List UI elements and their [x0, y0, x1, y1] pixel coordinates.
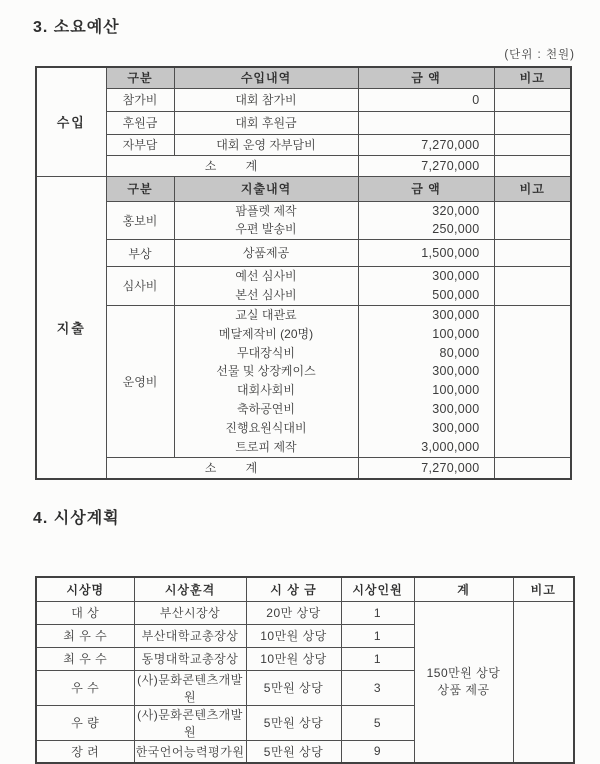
income-header-category: 구분 [106, 67, 174, 88]
detail-line: 진행요원식대비 [225, 420, 307, 435]
amount-line: 80,000 [439, 345, 480, 360]
award-count-cell: 3 [341, 670, 414, 705]
note-cell [494, 111, 571, 134]
award-prize-cell: 5만원 상당 [246, 705, 341, 740]
table-row [36, 111, 571, 134]
awards-header-count: 시상인원 [341, 577, 414, 601]
amount-line: 100,000 [432, 383, 480, 398]
note-cell [494, 457, 571, 479]
category-cell: 심사비 [106, 267, 174, 306]
awards-header-prize: 시 상 금 [246, 577, 341, 601]
expense-header-detail: 지출내역 [174, 176, 358, 201]
detail-cell: 대회 운영 자부담비 [174, 134, 358, 155]
category-cell: 자부담 [106, 134, 174, 155]
amount-line: 300,000 [432, 269, 480, 284]
expense-header-row [36, 176, 571, 201]
award-name-cell: 우 량 [36, 705, 134, 740]
amount-cell [358, 201, 494, 240]
detail-cell: 대회 참가비 [174, 88, 358, 111]
note-cell [494, 134, 571, 155]
detail-line: 선물 및 상장케이스 [216, 364, 316, 379]
expense-header-note: 비고 [494, 176, 571, 201]
award-prize-cell: 20만 상당 [246, 601, 341, 624]
amount-cell [358, 111, 494, 134]
category-cell: 후원금 [106, 111, 174, 134]
section-title-awards: 4. 시상계획 [33, 510, 120, 527]
budget-table [35, 66, 572, 480]
subtotal-label: 소 계 [106, 457, 358, 479]
amount-line: 320,000 [432, 203, 480, 218]
amount-cell: 7,270,000 [358, 134, 494, 155]
awards-header-grade: 시상훈격 [134, 577, 246, 601]
detail-line: 축하공연비 [237, 401, 295, 416]
awards-header-name: 시상명 [36, 577, 134, 601]
expense-header-amount: 금 액 [358, 176, 494, 201]
note-cell [494, 240, 571, 267]
expense-group-row [36, 267, 571, 306]
note-cell [494, 155, 571, 176]
detail-line: 교실 대관료 [235, 308, 297, 322]
expense-header-category: 구분 [106, 176, 174, 201]
detail-cell [174, 267, 358, 306]
amount-line: 300,000 [432, 308, 480, 322]
category-cell: 참가비 [106, 88, 174, 111]
award-name-cell: 최 우 수 [36, 624, 134, 647]
amount-line: 100,000 [432, 326, 480, 341]
awards-header-note: 비고 [513, 577, 574, 601]
award-count-cell: 1 [341, 601, 414, 624]
award-grade-cell: (사)문화콘텐츠개발원 [134, 705, 246, 740]
awards-total-line2: 상품 제공 [437, 682, 490, 697]
detail-cell [174, 305, 358, 457]
expense-group-row [36, 201, 571, 240]
award-count-cell: 9 [341, 740, 414, 763]
income-section-label: 수입 [36, 67, 106, 176]
category-cell: 운영비 [106, 305, 174, 457]
award-prize-cell: 5만원 상당 [246, 670, 341, 705]
expense-group-row [36, 240, 571, 267]
section-title-budget: 3. 소요예산 [33, 19, 120, 36]
award-name-cell: 장 려 [36, 740, 134, 763]
detail-line: 우편 발송비 [235, 222, 297, 237]
unit-note: (단위 : 천원) [504, 49, 575, 61]
awards-header-total: 계 [414, 577, 513, 601]
detail-line: 무대장식비 [237, 345, 295, 360]
awards-total-cell [414, 601, 513, 763]
note-cell [494, 88, 571, 111]
amount-cell [358, 305, 494, 457]
detail-line: 예선 심사비 [235, 269, 297, 284]
award-grade-cell: 부산대학교총장상 [134, 624, 246, 647]
subtotal-amount: 7,270,000 [358, 155, 494, 176]
detail-cell [174, 240, 358, 267]
detail-cell: 대회 후원금 [174, 111, 358, 134]
subtotal-amount: 7,270,000 [358, 457, 494, 479]
amount-cell [358, 240, 494, 267]
award-prize-cell: 10만원 상당 [246, 624, 341, 647]
detail-line: 대회사회비 [237, 383, 295, 398]
award-grade-cell: 동명대학교총장상 [134, 647, 246, 670]
amount-line: 250,000 [432, 222, 480, 237]
award-grade-cell: (사)문화콘텐츠개발원 [134, 670, 246, 705]
expense-subtotal-row [36, 457, 571, 479]
awards-table [35, 576, 575, 764]
detail-cell [174, 201, 358, 240]
detail-line: 상품제공 [242, 245, 290, 260]
awards-note-cell [513, 601, 574, 763]
detail-line: 팜플렛 제작 [235, 203, 297, 218]
table-row [36, 134, 571, 155]
awards-header-row [36, 577, 574, 601]
income-header-note: 비고 [494, 67, 571, 88]
amount-line: 300,000 [432, 364, 480, 379]
amount-line: 3,000,000 [421, 439, 480, 454]
subtotal-label: 소 계 [106, 155, 358, 176]
amount-line: 300,000 [432, 401, 480, 416]
category-cell: 홍보비 [106, 201, 174, 240]
note-cell [494, 201, 571, 240]
award-name-cell: 대 상 [36, 601, 134, 624]
award-name-cell: 최 우 수 [36, 647, 134, 670]
income-header-amount: 금 액 [358, 67, 494, 88]
detail-line: 본선 심사비 [235, 287, 297, 302]
awards-total-line1: 150만원 상당 [426, 665, 501, 680]
award-count-cell: 1 [341, 624, 414, 647]
expense-section-label: 지출 [36, 176, 106, 479]
award-row [36, 601, 574, 624]
note-cell [494, 305, 571, 457]
award-prize-cell: 10만원 상당 [246, 647, 341, 670]
award-prize-cell: 5만원 상당 [246, 740, 341, 763]
table-row [36, 88, 571, 111]
expense-group-row [36, 305, 571, 457]
income-subtotal-row [36, 155, 571, 176]
amount-line: 500,000 [432, 287, 480, 302]
award-count-cell: 1 [341, 647, 414, 670]
award-count-cell: 5 [341, 705, 414, 740]
amount-cell: 0 [358, 88, 494, 111]
income-header-detail: 수입내역 [174, 67, 358, 88]
note-cell [494, 267, 571, 306]
amount-cell [358, 267, 494, 306]
income-header-row [36, 67, 571, 88]
category-cell: 부상 [106, 240, 174, 267]
amount-line: 300,000 [432, 420, 480, 435]
award-grade-cell: 부산시장상 [134, 601, 246, 624]
detail-line: 메달제작비 (20명) [218, 326, 314, 341]
award-name-cell: 우 수 [36, 670, 134, 705]
detail-line: 트로피 제작 [235, 439, 297, 454]
amount-line: 1,500,000 [421, 245, 480, 260]
award-grade-cell: 한국언어능력평가원 [134, 740, 246, 763]
